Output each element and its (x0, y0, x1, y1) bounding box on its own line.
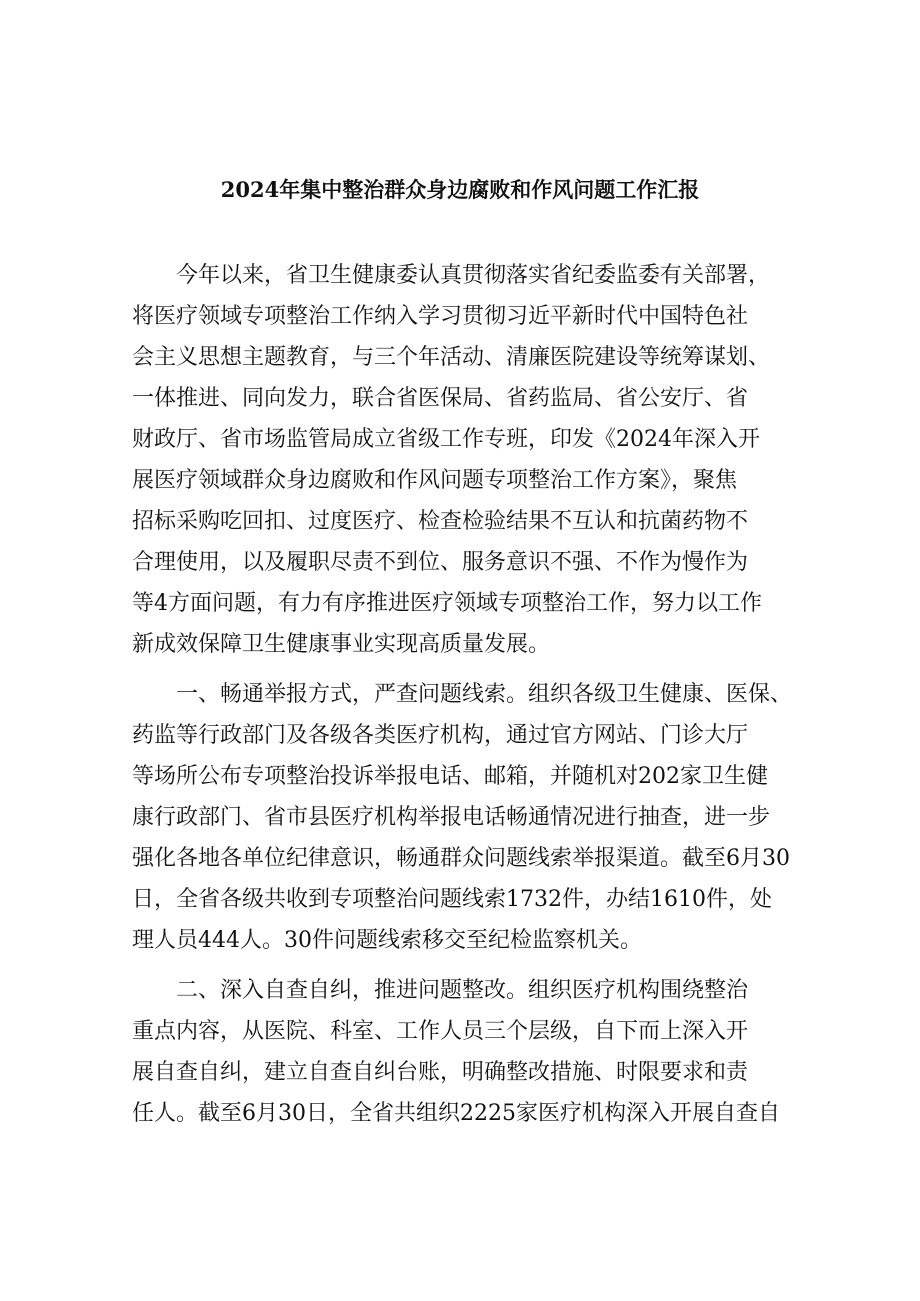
paragraph-line: 任人。截至6月30日，全省共组织2225家医疗机构深入开展自查自 (132, 1101, 780, 1126)
paragraph-line: 财政厅、省市场监管局成立省级工作专班，印发《2024年深入开 (132, 427, 760, 452)
paragraph-line: 一体推进、同向发力，联合省医保局、省药监局、省公安厅、省 (132, 386, 749, 411)
paragraph-line: 招标采购吃回扣、过度医疗、检查检验结果不互认和抗菌药物不 (132, 509, 749, 534)
paragraph-line: 等场所公布专项整治投诉举报电话、邮箱，并随机对202家卫生健 (132, 764, 768, 789)
paragraph-line: 理人员444人。30件问题线索移交至纪检监察机关。 (132, 928, 642, 953)
paragraph-line: 强化各地各单位纪律意识，畅通群众问题线索举报渠道。截至6月30 (132, 846, 790, 871)
paragraph-line: 展自查自纠，建立自查自纠台账，明确整改措施、时限要求和责 (132, 1060, 749, 1085)
paragraph-line: 新成效保障卫生健康事业实现高质量发展。 (132, 632, 551, 657)
paragraph-line: 等4方面问题，有力有序推进医疗领域专项整治工作，努力以工作 (132, 591, 762, 616)
paragraph-line: 合理使用，以及履职尽责不到位、服务意识不强、不作为慢作为 (132, 550, 749, 575)
paragraph-line: 日，全省各级共收到专项整治问题线索1732件，办结1610件，处 (132, 887, 772, 912)
paragraph-line: 重点内容，从医院、科室、工作人员三个层级，自下而上深入开 (132, 1019, 749, 1044)
paragraph-line: 展医疗领域群众身边腐败和作风问题专项整治工作方案》，聚焦 (132, 468, 738, 493)
paragraph-line: 一、畅通举报方式，严查问题线索。组织各级卫生健康、医保、 (132, 682, 793, 707)
document-title: 2024年集中整治群众身边腐败和作风问题工作汇报 (220, 177, 700, 202)
paragraph-line: 将医疗领域专项整治工作纳入学习贯彻习近平新时代中国特色社 (132, 304, 749, 329)
paragraph-line: 康行政部门、省市县医疗机构举报电话畅通情况进行抽查，进一步 (132, 805, 771, 830)
paragraph-line: 二、深入自查自纠，推进问题整改。组织医疗机构围绕整治 (132, 978, 749, 1003)
paragraph-line: 药监等行政部门及各级各类医疗机构，通过官方网站、门诊大厅 (132, 723, 749, 748)
paragraph-line: 今年以来，省卫生健康委认真贯彻落实省纪委监委有关部署， (132, 263, 771, 288)
paragraph-line: 会主义思想主题教育，与三个年活动、清廉医院建设等统筹谋划、 (132, 345, 771, 370)
